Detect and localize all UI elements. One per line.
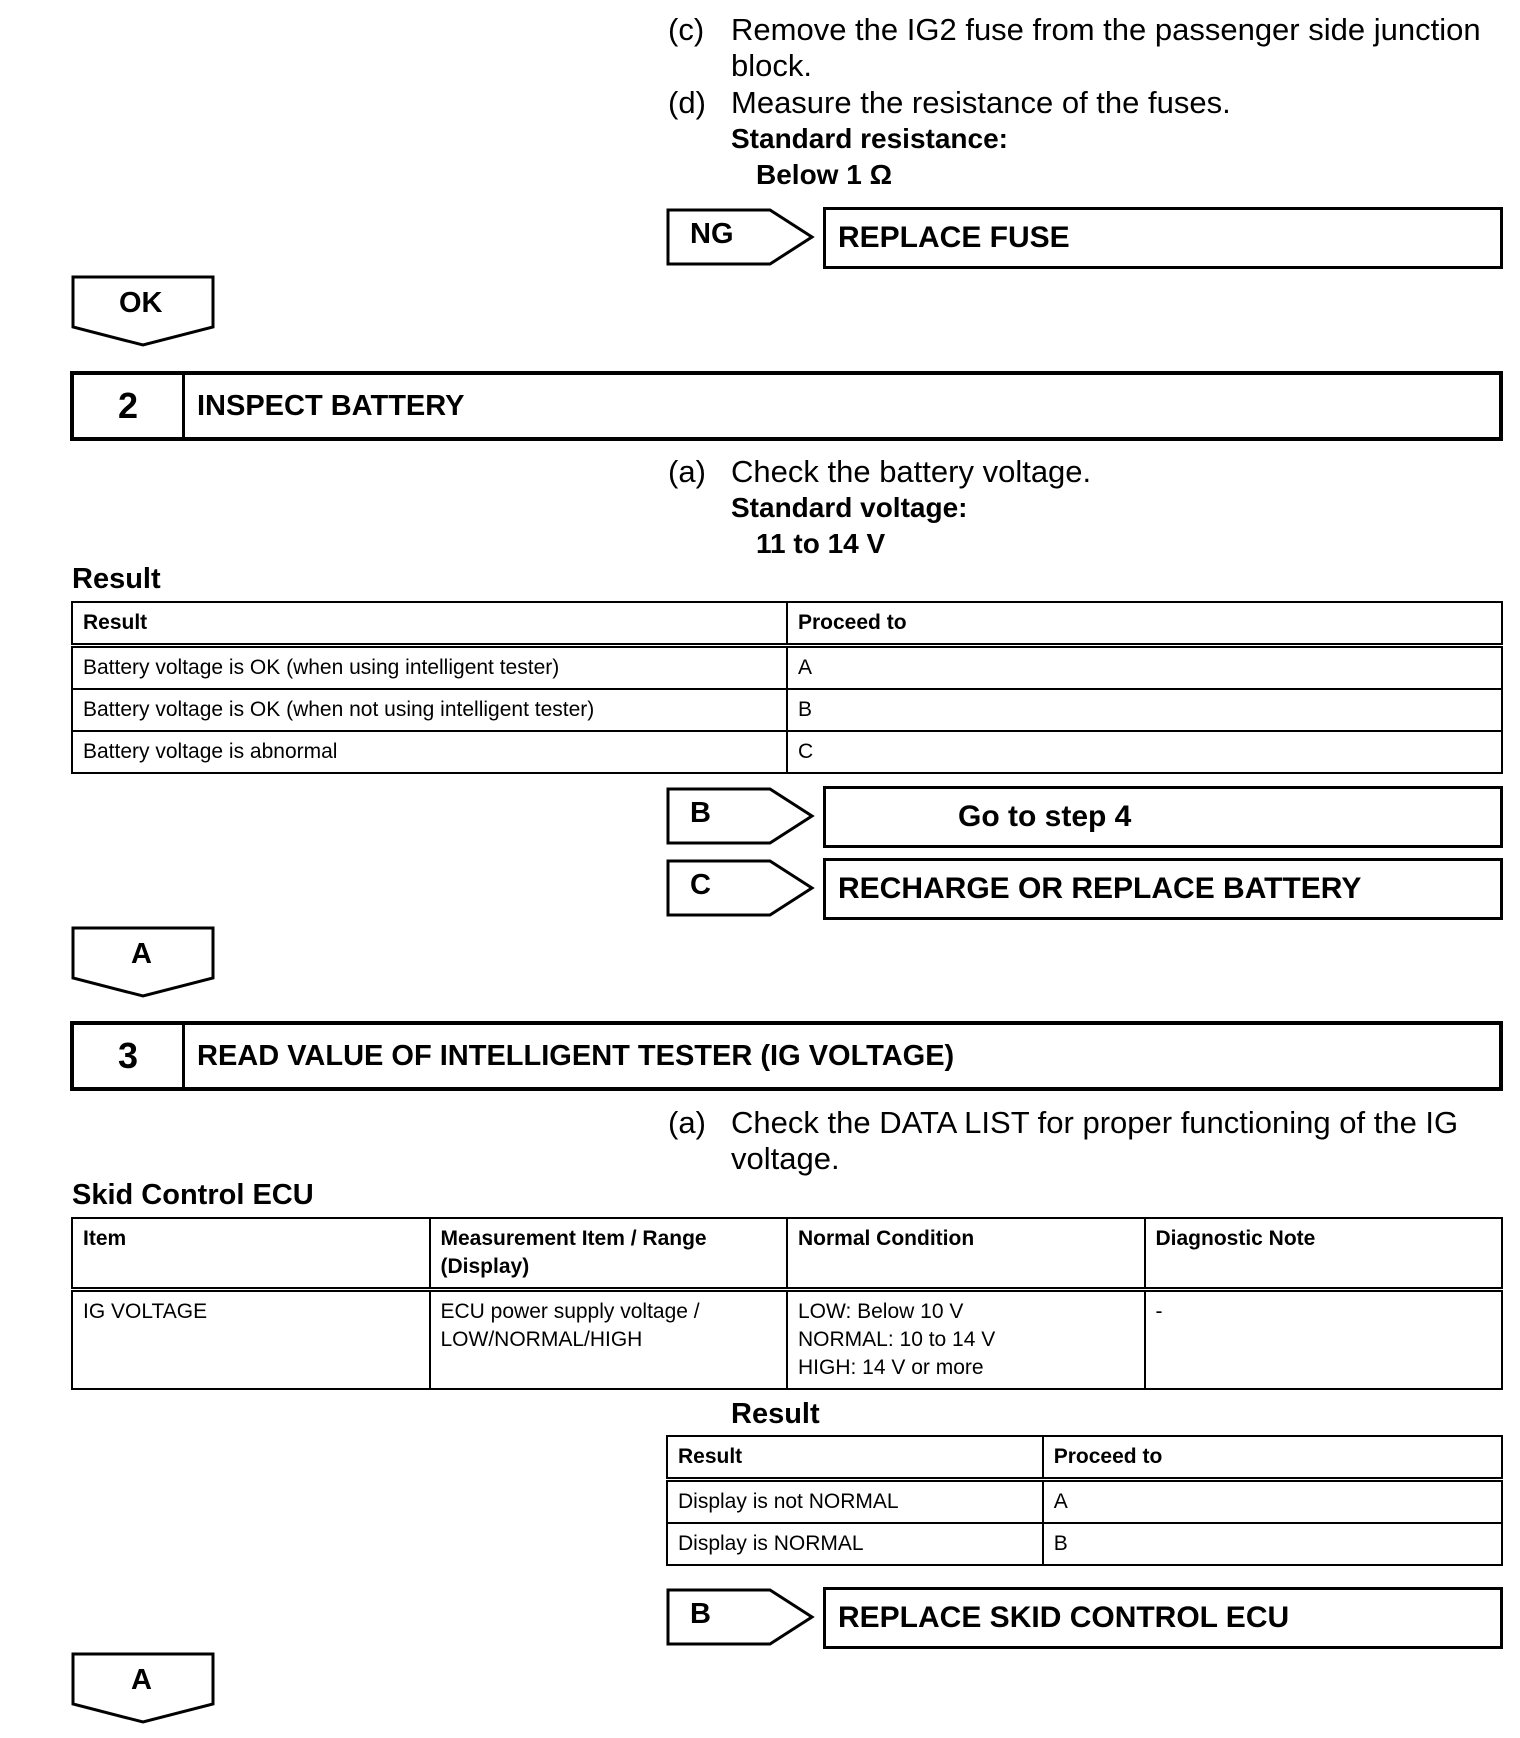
result-caption: Result <box>731 1398 820 1430</box>
b-arrow-tag-icon <box>666 1588 816 1646</box>
step3-header <box>70 1021 1503 1091</box>
step-label: (a) <box>668 1105 706 1140</box>
step-text <box>731 1105 1458 1177</box>
table-header: Result <box>72 602 787 646</box>
ecu-caption: Skid Control ECU <box>72 1179 314 1211</box>
table-cell: - <box>1145 1290 1503 1390</box>
table-header: Proceed to <box>787 602 1502 646</box>
step-title: INSPECT BATTERY <box>197 389 465 422</box>
step-text <box>731 12 1481 84</box>
step-label: (a) <box>668 454 706 489</box>
table-cell: LOW: Below 10 V NORMAL: 10 to 14 V HIGH: 14 V or more <box>787 1290 1145 1390</box>
table-cell: A <box>1043 1480 1502 1524</box>
table-cell: B <box>1043 1523 1502 1565</box>
table-cell: Battery voltage is OK (when not using intelligent tester) <box>72 689 787 731</box>
table-header: Result <box>667 1436 1043 1480</box>
recharge-battery-box: RECHARGE OR REPLACE BATTERY <box>823 858 1503 920</box>
step3-a-instruction <box>668 1105 1488 1185</box>
a-tag-label: A <box>131 938 152 970</box>
c-arrow-tag-icon <box>666 859 816 917</box>
replace-fuse-box: REPLACE FUSE <box>823 207 1503 269</box>
c-tag-label: C <box>690 869 711 901</box>
table-header: Normal Condition <box>787 1218 1145 1290</box>
step-text-line: voltage. <box>731 1141 840 1176</box>
battery-result-table <box>71 601 1503 774</box>
step1-d-instruction <box>668 85 1488 125</box>
step-text: Check the battery voltage. <box>731 454 1092 489</box>
table-header: Proceed to <box>1043 1436 1502 1480</box>
step-number: 3 <box>74 1025 185 1087</box>
b-arrow-tag-icon <box>666 787 816 845</box>
step-text-line: Check the DATA LIST for proper functioning of the IG <box>731 1105 1459 1140</box>
ecu-data-table <box>71 1217 1503 1390</box>
standard-value: Below 1 Ω <box>756 159 893 190</box>
a-tag-label: A <box>131 1664 152 1696</box>
table-cell: ECU power supply voltage / LOW/NORMAL/HIGH <box>430 1290 788 1390</box>
table-row <box>72 1290 1502 1390</box>
step2-header <box>70 371 1503 441</box>
step1-c-instruction <box>668 12 1488 92</box>
standard-value: 11 to 14 V <box>756 528 886 559</box>
table-cell: C <box>787 731 1502 773</box>
table-cell: A <box>787 646 1502 690</box>
step2-a-instruction <box>668 454 1488 494</box>
table-header: Diagnostic Note <box>1145 1218 1503 1290</box>
step-text-line: Remove the IG2 fuse from the passenger side junction <box>731 12 1481 47</box>
ng-arrow-tag-icon <box>666 208 816 266</box>
table-cell: Display is not NORMAL <box>667 1480 1043 1524</box>
b-tag-label: B <box>690 1598 711 1630</box>
go-to-step-4-box: Go to step 4 <box>823 786 1503 848</box>
table-cell: Battery voltage is OK (when using intelligent tester) <box>72 646 787 690</box>
ig-result-table <box>666 1435 1503 1566</box>
step-text-line: block. <box>731 48 812 83</box>
table-header: Item <box>72 1218 430 1290</box>
ok-tag-label: OK <box>119 287 163 319</box>
table-row <box>72 646 1502 690</box>
table-row <box>72 689 1502 731</box>
standard-label: Standard voltage: <box>731 492 968 523</box>
step-number: 2 <box>74 375 185 437</box>
table-cell: B <box>787 689 1502 731</box>
table-cell: IG VOLTAGE <box>72 1290 430 1390</box>
table-row <box>72 731 1502 773</box>
replace-skid-ecu-box: REPLACE SKID CONTROL ECU <box>823 1587 1503 1649</box>
standard-label: Standard resistance: <box>731 123 1008 154</box>
table-cell: Battery voltage is abnormal <box>72 731 787 773</box>
table-row <box>667 1480 1502 1524</box>
table-cell: Display is NORMAL <box>667 1523 1043 1565</box>
ng-tag-label: NG <box>690 218 734 250</box>
step-label: (d) <box>668 85 706 120</box>
table-header: Measurement Item / Range (Display) <box>430 1218 788 1290</box>
table-row <box>667 1523 1502 1565</box>
step-text: Measure the resistance of the fuses. <box>731 85 1231 120</box>
b-tag-label: B <box>690 797 711 829</box>
step-label: (c) <box>668 12 705 47</box>
step-title: READ VALUE OF INTELLIGENT TESTER (IG VOLTAGE) <box>197 1039 955 1072</box>
result-caption: Result <box>72 563 161 595</box>
